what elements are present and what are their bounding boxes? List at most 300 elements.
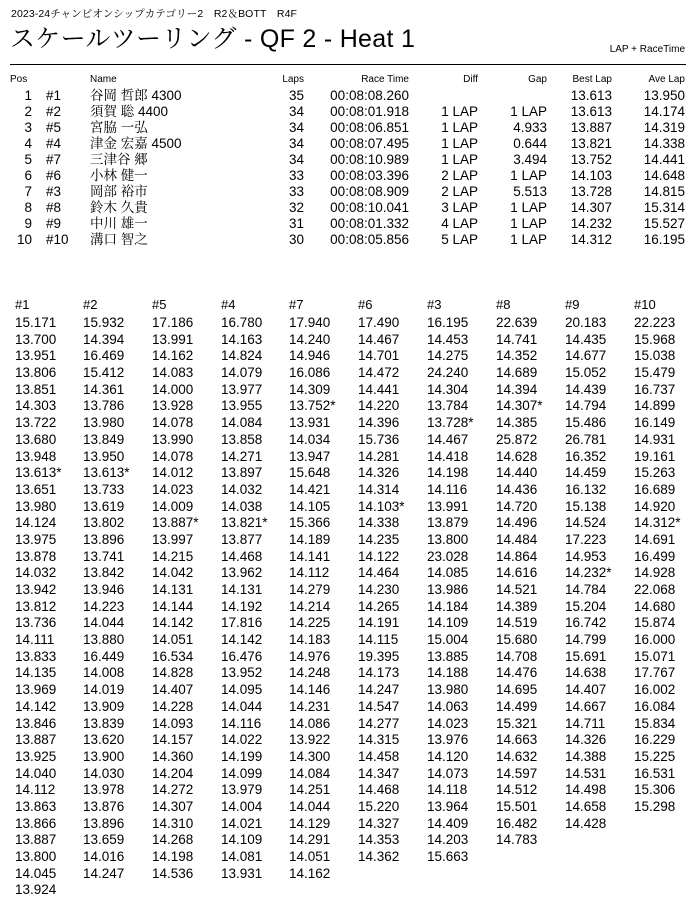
lap-time: 19.161	[634, 448, 676, 464]
result-ave-lap: 14.319	[643, 120, 685, 135]
lap-time: 14.040	[15, 765, 57, 781]
lap-time: 13.909	[83, 698, 125, 714]
lap-time: 14.312*	[634, 515, 681, 531]
lap-column-header: #5	[152, 297, 167, 312]
lap-time: 14.484	[496, 531, 538, 547]
lap-time: 13.741	[83, 548, 125, 564]
lap-time: 14.300	[289, 748, 331, 764]
lap-time: 14.081	[221, 849, 263, 864]
lap-times-grid	[0, 297, 700, 924]
result-gap: 1 LAP	[510, 216, 547, 231]
lap-time: 14.512	[496, 782, 538, 798]
result-driver-name: 溝口 智之	[90, 232, 148, 247]
result-pos: 7	[24, 184, 32, 199]
title-divider	[10, 64, 686, 65]
lap-time: 15.412	[83, 365, 125, 381]
result-row	[0, 216, 700, 232]
lap-time: 15.263	[634, 465, 676, 481]
lap-time: 13.858	[221, 431, 263, 447]
col-header-pos: Pos	[10, 74, 28, 85]
lap-time: 13.877	[221, 531, 263, 547]
result-race-time: 00:08:08.260	[330, 88, 409, 103]
lap-time: 13.680	[15, 431, 57, 447]
lap-time: 15.968	[634, 331, 676, 347]
result-ave-lap: 14.338	[643, 136, 685, 151]
lap-time: 14.051	[152, 632, 194, 648]
result-diff: 1 LAP	[441, 136, 478, 151]
lap-time: 14.307	[152, 798, 194, 814]
lap-time: 15.071	[634, 648, 676, 664]
lap-time: 15.298	[634, 798, 676, 814]
lap-time: 14.459	[565, 465, 607, 481]
result-diff: 4 LAP	[441, 216, 478, 231]
lap-time: 14.389	[496, 598, 538, 614]
lap-time: 14.362	[358, 849, 400, 864]
col-header-gap: Gap	[528, 74, 547, 85]
lap-time: 14.085	[427, 565, 469, 581]
lap-time: 13.978	[83, 782, 125, 798]
lap-time: 16.499	[634, 548, 676, 564]
result-diff: 1 LAP	[441, 152, 478, 167]
result-best-lap: 14.312	[570, 232, 612, 247]
lap-column	[152, 297, 220, 882]
lap-time: 14.453	[427, 331, 469, 347]
lap-time: 14.184	[427, 598, 469, 614]
lap-time: 16.689	[634, 481, 676, 497]
lap-time: 14.309	[289, 381, 331, 397]
lap-time: 14.122	[358, 548, 400, 564]
lap-time: 14.157	[152, 732, 194, 748]
lap-time: 15.874	[634, 615, 676, 631]
lap-time: 16.469	[83, 348, 125, 364]
lap-time: 14.023	[427, 715, 469, 731]
lap-column-header: #1	[15, 297, 30, 312]
lap-time: 14.310	[152, 815, 194, 831]
result-best-lap: 13.752	[570, 152, 612, 167]
result-pos: 3	[24, 120, 32, 135]
lap-time: 13.802	[83, 515, 125, 531]
lap-time: 14.315	[358, 732, 400, 748]
result-pos: 6	[24, 168, 32, 183]
lap-time: 13.700	[15, 331, 57, 347]
lap-time: 14.038	[221, 498, 263, 514]
lap-column	[634, 297, 700, 816]
lap-time: 14.141	[289, 548, 331, 564]
col-header-ave-lap: Ave Lap	[648, 74, 685, 85]
result-race-time: 00:08:05.856	[330, 232, 409, 247]
lap-time: 14.223	[83, 598, 125, 614]
lap-time: 14.794	[565, 398, 607, 414]
lap-time: 14.632	[496, 748, 538, 764]
lap-time: 14.347	[358, 765, 400, 781]
lap-time: 14.272	[152, 782, 194, 798]
result-driver-name: 岡部 裕市	[90, 184, 148, 199]
lap-time: 13.980	[83, 415, 125, 431]
lap-time: 13.839	[83, 715, 125, 731]
result-best-lap: 13.613	[570, 104, 612, 119]
lap-time: 14.142	[152, 615, 194, 631]
lap-time: 14.198	[427, 465, 469, 481]
lap-time: 14.467	[427, 431, 469, 447]
lap-time: 14.044	[289, 798, 331, 814]
result-pos: 2	[24, 104, 32, 119]
lap-time: 14.421	[289, 481, 331, 497]
result-laps: 30	[288, 232, 304, 247]
lap-time: 13.821*	[221, 515, 268, 531]
result-laps: 33	[288, 168, 304, 183]
lap-time: 14.920	[634, 498, 676, 514]
lap-time: 14.112	[289, 565, 330, 581]
lap-time: 13.786	[83, 398, 125, 414]
lap-column-header: #4	[221, 297, 236, 312]
lap-time: 16.534	[152, 648, 194, 664]
lap-time: 15.366	[289, 515, 331, 531]
result-row	[0, 136, 700, 152]
result-race-time: 00:08:01.332	[330, 216, 409, 231]
lap-time: 14.464	[358, 565, 400, 581]
lap-time: 13.849	[83, 431, 125, 447]
result-driver-name: 中川 雄一	[90, 216, 148, 231]
lap-time: 14.638	[565, 665, 607, 681]
result-ave-lap: 15.314	[643, 200, 685, 215]
result-best-lap: 13.613	[570, 88, 612, 103]
lap-time: 13.896	[83, 531, 125, 547]
result-driver-name: 三津谷 郷	[90, 152, 148, 167]
lap-time: 13.878	[15, 548, 57, 564]
lap-time: 14.162	[289, 865, 331, 881]
lap-time: 14.235	[358, 531, 400, 547]
lap-time: 14.188	[427, 665, 469, 681]
lap-time: 14.352	[496, 348, 538, 364]
lap-time: 13.925	[15, 748, 57, 764]
result-ave-lap: 14.174	[643, 104, 685, 119]
lap-time: 14.093	[152, 715, 194, 731]
result-diff: 5 LAP	[441, 232, 478, 247]
result-driver-name: 津金 宏嘉 4500	[90, 136, 182, 151]
lap-time: 14.044	[83, 615, 125, 631]
lap-time: 14.435	[565, 331, 607, 347]
lap-time: 14.784	[565, 582, 607, 597]
race-title: スケールツーリング - QF 2 - Heat 1	[10, 25, 416, 53]
lap-time: 15.680	[496, 632, 538, 648]
result-gap: 5.513	[513, 184, 547, 199]
lap-time: 13.619	[83, 498, 125, 514]
lap-time: 14.304	[427, 381, 469, 397]
lap-time: 13.866	[15, 815, 57, 831]
lap-time: 14.928	[634, 565, 676, 581]
lap-time: 14.120	[427, 748, 469, 764]
result-gap: 3.494	[513, 152, 547, 167]
result-best-lap: 13.728	[570, 184, 612, 199]
lap-column	[427, 297, 495, 866]
lap-time: 15.321	[496, 715, 538, 731]
result-diff: 3 LAP	[441, 200, 478, 215]
lap-time: 13.931	[289, 415, 331, 431]
lap-time: 13.800	[15, 849, 57, 864]
lap-time: 15.501	[496, 798, 538, 814]
lap-column-header: #7	[289, 297, 304, 312]
result-best-lap: 14.307	[570, 200, 612, 215]
lap-time: 14.032	[15, 565, 57, 581]
lap-time: 13.887*	[152, 515, 199, 531]
lap-time: 16.476	[221, 648, 263, 664]
result-ave-lap: 13.950	[643, 88, 685, 103]
lap-time: 13.863	[15, 798, 57, 814]
lap-time: 17.816	[221, 615, 263, 631]
lap-time: 14.142	[15, 698, 57, 714]
lap-time: 15.736	[358, 431, 400, 447]
lap-time: 23.028	[427, 548, 469, 564]
lap-time: 13.833	[15, 648, 57, 664]
result-row	[0, 232, 700, 248]
lap-time: 14.173	[358, 665, 400, 681]
lap-time: 24.240	[427, 365, 469, 381]
lap-time: 14.084	[221, 415, 263, 431]
lap-time: 17.186	[152, 315, 194, 330]
lap-column-header: #9	[565, 297, 580, 312]
lap-time: 15.038	[634, 348, 676, 364]
lap-time: 14.680	[634, 598, 676, 614]
lap-time: 16.449	[83, 648, 125, 664]
lap-time: 14.019	[83, 682, 125, 698]
lap-time: 15.004	[427, 632, 469, 648]
result-diff: 1 LAP	[441, 120, 478, 135]
lap-time: 14.004	[221, 798, 263, 814]
lap-time: 13.948	[15, 448, 57, 464]
lap-time: 13.613*	[15, 465, 62, 481]
lap-time: 14.394	[496, 381, 538, 397]
result-pos: 1	[24, 88, 32, 103]
col-header-laps: Laps	[282, 74, 304, 85]
lap-time: 14.291	[289, 832, 331, 848]
lap-time: 13.812	[15, 598, 57, 614]
lap-time: 13.986	[427, 582, 469, 597]
result-race-time: 00:08:07.495	[330, 136, 409, 151]
result-row	[0, 104, 700, 120]
lap-time: 14.496	[496, 515, 538, 531]
lap-time: 13.952	[221, 665, 263, 681]
lap-time: 14.021	[221, 815, 263, 831]
lap-time: 22.639	[496, 315, 538, 330]
lap-time: 15.052	[565, 365, 607, 381]
lap-time: 13.806	[15, 365, 57, 381]
lap-time: 14.441	[358, 381, 400, 397]
lap-time: 13.947	[289, 448, 331, 464]
lap-time: 13.962	[221, 565, 263, 581]
result-car-number: #3	[46, 184, 62, 199]
lap-time: 14.022	[221, 732, 263, 748]
lap-time: 14.251	[289, 782, 331, 798]
result-laps: 34	[288, 104, 304, 119]
lap-time: 15.171	[15, 315, 57, 330]
result-ave-lap: 14.648	[643, 168, 685, 183]
result-driver-name: 宮脇 一弘	[90, 120, 148, 135]
lap-time: 13.991	[152, 331, 194, 347]
result-race-time: 00:08:03.396	[330, 168, 409, 183]
result-best-lap: 14.103	[570, 168, 612, 183]
lap-time: 16.229	[634, 732, 676, 748]
lap-time: 14.667	[565, 698, 607, 714]
result-race-time: 00:08:01.918	[330, 104, 409, 119]
lap-time: 14.034	[289, 431, 331, 447]
lap-time: 13.990	[152, 431, 194, 447]
result-row	[0, 200, 700, 216]
lap-time: 14.976	[289, 648, 331, 664]
lap-time: 17.490	[358, 315, 400, 330]
lap-time: 16.195	[427, 315, 469, 330]
lap-column-header: #3	[427, 297, 442, 312]
result-laps: 34	[288, 136, 304, 151]
result-gap: 0.644	[513, 136, 547, 151]
lap-time: 13.900	[83, 748, 125, 764]
lap-time: 15.204	[565, 598, 607, 614]
lap-time: 14.353	[358, 832, 400, 848]
lap-time: 14.499	[496, 698, 538, 714]
lap-time: 14.396	[358, 415, 400, 431]
result-car-number: #9	[46, 216, 62, 231]
lap-time: 14.023	[152, 481, 194, 497]
lap-time: 14.708	[496, 648, 538, 664]
lap-time: 17.940	[289, 315, 331, 330]
lap-time: 16.780	[221, 315, 263, 330]
result-diff: 2 LAP	[441, 184, 478, 199]
lap-time: 26.781	[565, 431, 607, 447]
lap-time: 14.109	[427, 615, 469, 631]
lap-time: 13.728*	[427, 415, 474, 431]
lap-time: 14.078	[152, 448, 194, 464]
lap-time: 13.979	[221, 782, 263, 798]
result-row	[0, 88, 700, 104]
result-pos: 8	[24, 200, 32, 215]
lap-column-header: #10	[634, 297, 656, 312]
lap-time: 16.352	[565, 448, 607, 464]
lap-time: 14.440	[496, 465, 538, 481]
lap-time: 14.199	[221, 748, 263, 764]
lap-time: 16.002	[634, 682, 676, 698]
lap-time: 14.078	[152, 415, 194, 431]
lap-time: 14.946	[289, 348, 331, 364]
lap-time: 13.800	[427, 531, 469, 547]
lap-column-header: #2	[83, 297, 98, 312]
result-gap: 1 LAP	[510, 104, 547, 119]
lap-time: 14.142	[221, 632, 263, 648]
result-gap: 1 LAP	[510, 232, 547, 247]
lap-time: 14.458	[358, 748, 400, 764]
result-diff: 2 LAP	[441, 168, 478, 183]
lap-time: 13.752*	[289, 398, 336, 414]
lap-time: 14.189	[289, 531, 331, 547]
lap-time: 14.327	[358, 815, 400, 831]
result-race-time: 00:08:10.041	[330, 200, 409, 215]
results-body	[0, 88, 700, 248]
lap-time: 14.042	[152, 565, 194, 581]
lap-time: 13.651	[15, 481, 57, 497]
result-car-number: #7	[46, 152, 62, 167]
lap-time: 14.275	[427, 348, 469, 364]
lap-time: 13.722	[15, 415, 57, 431]
lap-time: 14.030	[83, 765, 125, 781]
lap-time: 14.531	[565, 765, 607, 781]
lap-time: 13.887	[15, 832, 57, 848]
lap-time: 13.922	[289, 732, 331, 748]
lap-time: 16.084	[634, 698, 676, 714]
lap-time: 13.733	[83, 481, 125, 497]
lap-column	[565, 297, 633, 832]
lap-time: 13.620	[83, 732, 125, 748]
lap-time: 13.846	[15, 715, 57, 731]
lap-time: 14.428	[565, 815, 607, 831]
lap-time: 16.086	[289, 365, 331, 381]
lap-time: 14.303	[15, 398, 57, 414]
lap-time: 14.115	[358, 632, 399, 648]
lap-time: 14.135	[15, 665, 57, 681]
result-ave-lap: 16.195	[643, 232, 685, 247]
result-laps: 33	[288, 184, 304, 199]
lap-time: 14.000	[152, 381, 194, 397]
lap-time: 14.240	[289, 331, 331, 347]
result-gap: 1 LAP	[510, 168, 547, 183]
results-header-row	[0, 74, 700, 88]
lap-column	[496, 297, 564, 849]
lap-time: 14.116	[221, 715, 262, 731]
lap-time: 14.519	[496, 615, 538, 631]
lap-time: 14.476	[496, 665, 538, 681]
col-header-name: Name	[90, 74, 117, 85]
lap-time: 13.975	[15, 531, 57, 547]
lap-time: 14.783	[496, 832, 538, 848]
lap-time: 14.232*	[565, 565, 612, 581]
lap-time: 14.418	[427, 448, 469, 464]
lap-time: 14.192	[221, 598, 263, 614]
lap-time: 13.879	[427, 515, 469, 531]
result-row	[0, 152, 700, 168]
lap-time: 14.689	[496, 365, 538, 381]
result-laps: 34	[288, 120, 304, 135]
result-car-number: #5	[46, 120, 62, 135]
lap-time: 15.663	[427, 849, 469, 864]
lap-time: 13.942	[15, 582, 57, 597]
lap-time: 15.306	[634, 782, 676, 798]
lap-time: 14.203	[427, 832, 469, 848]
result-car-number: #2	[46, 104, 62, 119]
lap-time: 14.146	[289, 682, 331, 698]
lap-time: 15.834	[634, 715, 676, 731]
result-row	[0, 168, 700, 184]
lap-time: 15.225	[634, 748, 676, 764]
lap-time: 14.204	[152, 765, 194, 781]
lap-time: 14.248	[289, 665, 331, 681]
result-driver-name: 鈴木 久貴	[90, 200, 148, 215]
lap-time: 14.547	[358, 698, 400, 714]
lap-time: 13.851	[15, 381, 57, 397]
lap-time: 14.008	[83, 665, 125, 681]
lap-time: 14.247	[358, 682, 400, 698]
result-driver-name: 須賀 聡 4400	[90, 104, 169, 119]
lap-time: 13.897	[221, 465, 263, 481]
lap-time: 14.899	[634, 398, 676, 414]
lap-time: 14.116	[427, 481, 468, 497]
lap-time: 13.980	[15, 498, 57, 514]
result-pos: 10	[16, 232, 32, 247]
lap-time: 13.842	[83, 565, 125, 581]
result-row	[0, 184, 700, 200]
lap-time: 17.223	[565, 531, 607, 547]
lap-time: 14.144	[152, 598, 194, 614]
lap-time: 13.964	[427, 798, 469, 814]
lap-time: 17.767	[634, 665, 676, 681]
lap-time: 16.742	[565, 615, 607, 631]
col-header-best-lap: Best Lap	[572, 74, 612, 85]
